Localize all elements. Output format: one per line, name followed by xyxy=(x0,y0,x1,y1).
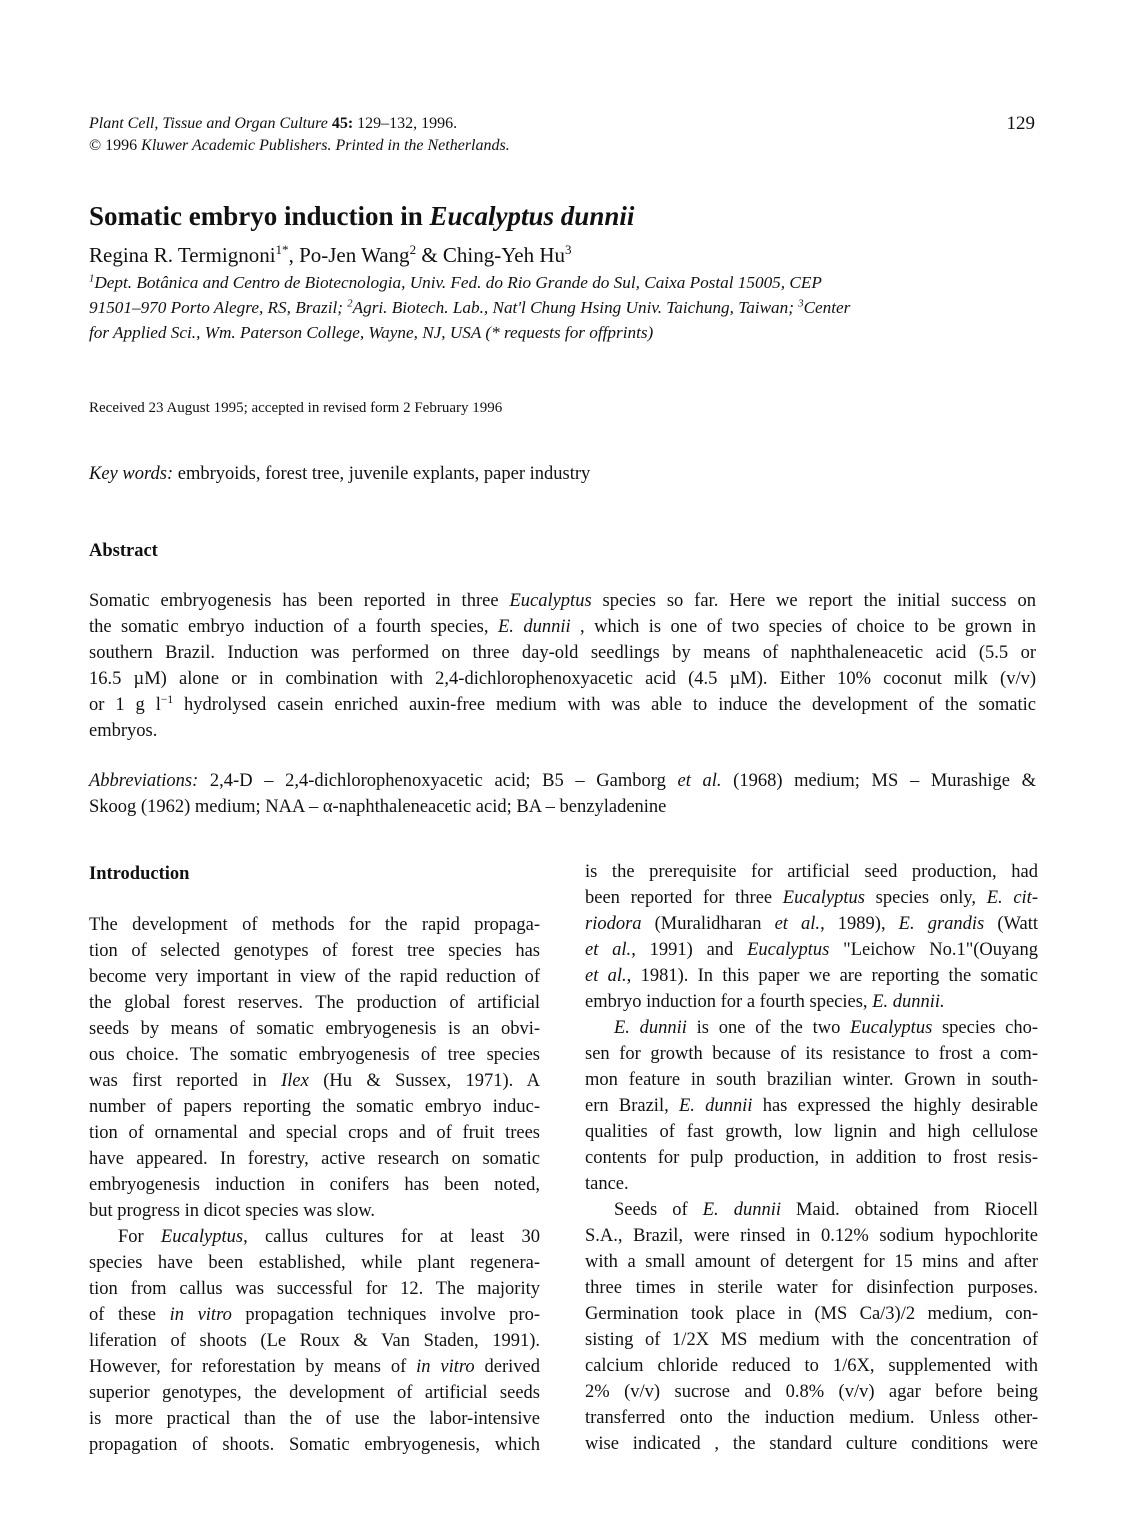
text-line xyxy=(585,989,1038,1015)
text-span: (1968) medium; MS – Murashige & xyxy=(721,771,1037,791)
text-span: E. grandis xyxy=(898,914,985,934)
text-line: number of papers reporting the somatic embryo induc- xyxy=(89,1097,540,1117)
text-span: embryo induction for a fourth species, xyxy=(585,992,873,1012)
text-span: propagation techniques involve pro- xyxy=(231,1305,540,1325)
text-line xyxy=(89,588,1036,614)
text-span: E. dunnii. xyxy=(872,992,945,1012)
text-line: qualities of fast growth, low lignin and high cellulose xyxy=(585,1122,1038,1142)
text-line: superior genotypes, the development of artificial seeds xyxy=(89,1383,540,1403)
text-span: Eucalyptus xyxy=(850,1018,933,1038)
text-line xyxy=(585,911,1038,937)
text-line xyxy=(585,1093,1038,1119)
text-line: calcium chloride reduced to 1/6X, supplemented with xyxy=(585,1356,1038,1376)
text-span: (Watt xyxy=(984,914,1038,934)
text-span: Somatic embryogenesis has been reported in three xyxy=(89,591,510,611)
article-title xyxy=(89,201,634,232)
text-span: , callus cultures for at least 30 xyxy=(243,1227,540,1247)
text-line xyxy=(89,614,1036,640)
text-line: wise indicated , the standard culture conditions were xyxy=(585,1434,1038,1454)
text-span: Eucalyptus xyxy=(747,940,830,960)
title-main: Somatic embryo induction in xyxy=(89,201,430,231)
author-2-sup: 2 xyxy=(409,242,417,257)
affil-line-1: Dept. Botânica and Centro de Biotecnologia, Univ. Fed. do Rio Grande do Sul, Caixa Postal 15005, CEP xyxy=(94,273,822,292)
affil-line-2c: Center xyxy=(803,298,851,317)
text-span: E. dunnii xyxy=(614,1018,687,1038)
text-line: tion of ornamental and special crops and of fruit trees xyxy=(89,1123,540,1143)
text-line xyxy=(585,885,1038,911)
text-line xyxy=(89,1224,540,1250)
text-line: sen for growth because of its resistance to frost a com- xyxy=(585,1044,1038,1064)
introduction-heading: Introduction xyxy=(89,864,190,884)
keywords-label: Key words: xyxy=(89,464,174,484)
text-span: et al. xyxy=(677,771,722,791)
text-line: southern Brazil. Induction was performed on three day-old seedlings by means of naphthaleneacetic acid (5.5 or xyxy=(89,643,1036,663)
text-line xyxy=(585,963,1038,989)
text-line xyxy=(89,768,1036,794)
text-span: Eucalyptus xyxy=(782,888,865,908)
text-line: liferation of shoots (Le Roux & Van Staden, 1991). xyxy=(89,1331,540,1351)
abbreviations xyxy=(89,768,1036,820)
title-species: Eucalyptus dunnii xyxy=(429,201,635,231)
text-span: Seeds of xyxy=(614,1200,703,1220)
text-line: but progress in dicot species was slow. xyxy=(89,1201,376,1221)
abstract-body xyxy=(89,588,1036,744)
text-span: was first reported in xyxy=(89,1071,282,1091)
text-line: ous choice. The somatic embryogenesis of tree species xyxy=(89,1045,540,1065)
affil-sup-1: 1 xyxy=(89,273,95,285)
copyright-line xyxy=(89,135,510,157)
text-span: E. dunnii xyxy=(702,1200,781,1220)
text-span: −1 xyxy=(160,693,174,706)
author-3: & Ching-Yeh Hu xyxy=(416,243,566,267)
author-list xyxy=(89,243,572,268)
text-line: is more practical than the of use the labor-intensive xyxy=(89,1409,540,1429)
text-line xyxy=(585,1197,1038,1223)
text-span: hydrolysed casein enriched auxin-free medium with was able to induce the development of the somatic xyxy=(173,695,1036,715)
text-span: "Leichow No.1"(Ouyang xyxy=(829,940,1038,960)
author-1-sup: 1* xyxy=(275,242,289,257)
text-line: seeds by means of somatic embryogenesis is an obvi- xyxy=(89,1019,540,1039)
text-span: derived xyxy=(474,1357,540,1377)
text-span: ern Brazil, xyxy=(585,1096,679,1116)
text-span: , 1989), xyxy=(820,914,899,934)
text-line: embryos. xyxy=(89,721,158,741)
keywords-text: embryoids, forest tree, juvenile explants, paper industry xyxy=(173,464,591,484)
abstract-heading: Abstract xyxy=(89,541,158,561)
text-line: S.A., Brazil, were rinsed in 0.12% sodium hypochlorite xyxy=(585,1226,1038,1246)
journal-name: Plant Cell, Tissue and Organ Culture xyxy=(89,115,328,132)
text-span: Eucalyptus xyxy=(509,591,592,611)
text-span: , which is one of two species of choice to be grown in xyxy=(570,617,1036,637)
text-span: of these xyxy=(89,1305,170,1325)
copyright-year: 1996 xyxy=(101,137,142,154)
text-span: et al. xyxy=(774,914,821,934)
text-line: is the prerequisite for artificial seed production, had xyxy=(585,862,1038,882)
affiliations xyxy=(89,270,1049,345)
text-line: 2% (v/v) sucrose and 0.8% (v/v) agar before being xyxy=(585,1382,1038,1402)
publisher: Kluwer Academic Publishers. Printed in the Netherlands. xyxy=(141,137,510,154)
author-3-sup: 3 xyxy=(565,242,572,257)
text-line: species have been established, while plant regenera- xyxy=(89,1253,540,1273)
affil-line-3: for Applied Sci., Wm. Paterson College, Wayne, NJ, USA (* requests for offprints) xyxy=(89,323,654,342)
received-dates: Received 23 August 1995; accepted in revised form 2 February 1996 xyxy=(89,400,503,416)
text-line xyxy=(585,937,1038,963)
author-1: Regina R. Termignoni xyxy=(89,243,276,267)
text-span: the somatic embryo induction of a fourth species, xyxy=(89,617,498,637)
text-span: , 1991) and xyxy=(631,940,748,960)
abbreviations-label: Abbreviations: xyxy=(89,771,199,791)
copyright-symbol: © xyxy=(89,137,102,154)
text-line: with a small amount of detergent for 15 mins and after xyxy=(585,1252,1038,1272)
author-2: , Po-Jen Wang xyxy=(288,243,410,267)
text-span: E. dunnii xyxy=(678,1096,753,1116)
text-line: become very important in view of the rapid reduction of xyxy=(89,967,540,987)
text-span: (Muralidharan xyxy=(641,914,775,934)
text-line: transferred onto the induction medium. Unless other- xyxy=(585,1408,1038,1428)
text-span: et al. xyxy=(585,966,627,986)
text-span: species so far. Here we report the initial success on xyxy=(591,591,1036,611)
keywords xyxy=(89,464,590,485)
introduction-left-column xyxy=(89,912,540,1458)
text-line: Germination took place in (MS Ca/3)/2 medium, con- xyxy=(585,1304,1038,1324)
introduction-right-column xyxy=(585,859,1038,1457)
text-span: Eucalyptus xyxy=(160,1227,244,1247)
text-span: species only, xyxy=(864,888,987,908)
text-line: 16.5 µM) alone or in combination with 2,4-dichlorophenoxyacetic acid (4.5 µM). Either 10% coconut milk (v/v) xyxy=(89,669,1036,689)
text-span: species cho- xyxy=(932,1018,1038,1038)
text-line: mon feature in south brazilian winter. Grown in south- xyxy=(585,1070,1038,1090)
affil-sup-2: 2 xyxy=(347,298,353,310)
text-span: 2,4-D – 2,4-dichlorophenoxyacetic acid; B5 – Gamborg xyxy=(198,771,678,791)
text-span: is one of the two xyxy=(686,1018,851,1038)
text-line xyxy=(585,1015,1038,1041)
journal-pages-year: 129–132, 1996. xyxy=(353,115,458,132)
text-line: the global forest reserves. The production of artificial xyxy=(89,993,540,1013)
affil-line-2b: Agri. Biotech. Lab., Nat'l Chung Hsing Univ. Taichung, Taiwan; xyxy=(352,298,799,317)
text-line: tance. xyxy=(585,1174,629,1194)
text-line: three times in sterile water for disinfection purposes. xyxy=(585,1278,1038,1298)
text-span: et al. xyxy=(585,940,632,960)
journal-citation xyxy=(89,113,457,135)
text-span: Maid. obtained from Riocell xyxy=(780,1200,1038,1220)
text-line: sisting of 1/2X MS medium with the concentration of xyxy=(585,1330,1038,1350)
text-span: , 1981). In this paper we are reporting the somatic xyxy=(626,966,1038,986)
text-line: tion from callus was successful for 12. The majority xyxy=(89,1279,540,1299)
text-span: E. dunnii xyxy=(497,617,571,637)
text-span: or 1 g l xyxy=(89,695,161,715)
page-number: 129 xyxy=(1006,113,1035,134)
text-line: contents for pulp production, in addition to frost resis- xyxy=(585,1148,1038,1168)
text-line: Skoog (1962) medium; NAA – α-naphthaleneacetic acid; BA – benzyladenine xyxy=(89,797,667,817)
text-line: embryogenesis induction in conifers has been noted, xyxy=(89,1175,540,1195)
journal-volume: 45: xyxy=(331,115,354,132)
text-span: However, for reforestation by means of xyxy=(89,1357,417,1377)
text-span: E. cit- xyxy=(986,888,1038,908)
affil-sup-3: 3 xyxy=(798,298,804,310)
text-span: has expressed the highly desirable xyxy=(752,1096,1038,1116)
text-span: For xyxy=(118,1227,161,1247)
text-line: tion of selected genotypes of forest tree species has xyxy=(89,941,540,961)
text-line xyxy=(89,1302,540,1328)
text-span: been reported for three xyxy=(585,888,783,908)
text-span: in vitro xyxy=(169,1305,232,1325)
text-span: in vitro xyxy=(416,1357,475,1377)
text-line: have appeared. In forestry, active research on somatic xyxy=(89,1149,540,1169)
text-span: (Hu & Sussex, 1971). A xyxy=(308,1071,540,1091)
text-line xyxy=(89,1354,540,1380)
affil-line-2a: 91501–970 Porto Alegre, RS, Brazil; xyxy=(89,298,348,317)
text-line: propagation of shoots. Somatic embryogenesis, which xyxy=(89,1435,540,1455)
text-line xyxy=(89,692,1036,718)
text-span: Ilex xyxy=(281,1071,309,1091)
text-line: The development of methods for the rapid propaga- xyxy=(89,915,540,935)
text-span: riodora xyxy=(585,914,642,934)
text-line xyxy=(89,1068,540,1094)
